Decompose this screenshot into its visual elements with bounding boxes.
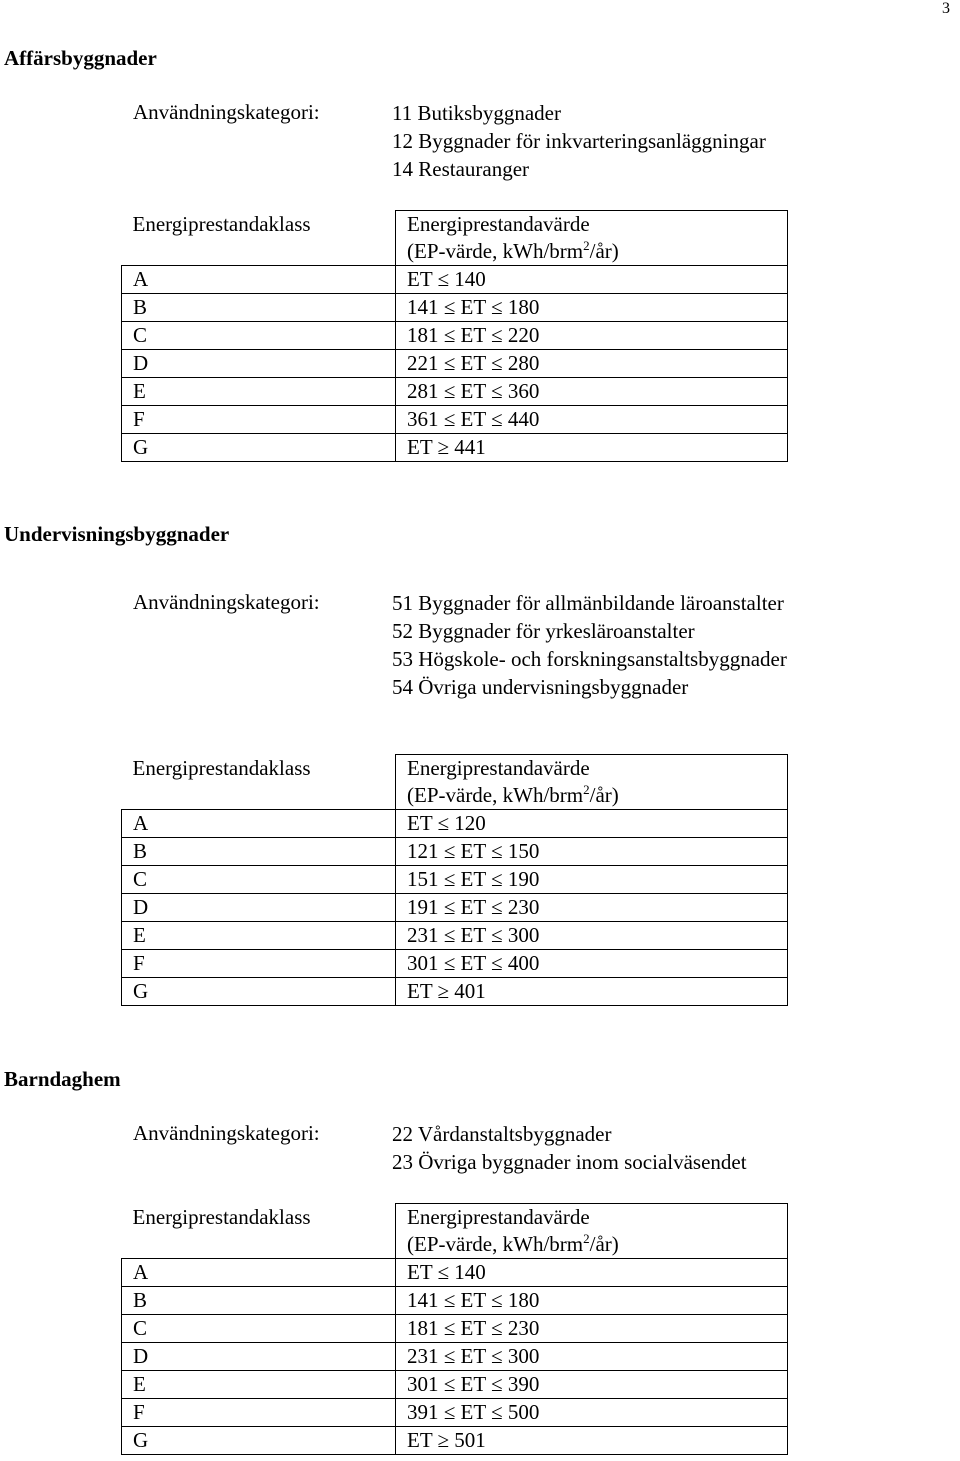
table-row (122, 434, 788, 462)
table-row (122, 978, 788, 1006)
value-cell: 301 ≤ ET ≤ 400 (396, 950, 788, 978)
table-row (122, 810, 788, 838)
value-cell: 141 ≤ ET ≤ 180 (396, 294, 788, 322)
class-cell: D (122, 350, 396, 378)
table-row (122, 350, 788, 378)
category-item: 53 Högskole- och forskningsanstaltsbyggnader (392, 647, 787, 671)
value-cell: ET ≥ 401 (396, 978, 788, 1006)
value-header-cell (396, 755, 788, 810)
table-row (122, 1371, 788, 1399)
value-cell: ET ≥ 501 (396, 1427, 788, 1455)
value-header-line2 (407, 1231, 787, 1258)
value-header-unit-suffix: /år) (589, 783, 619, 807)
value-cell: ET ≤ 120 (396, 810, 788, 838)
table-row (122, 1343, 788, 1371)
class-cell: A (122, 810, 396, 838)
table-row (122, 1315, 788, 1343)
class-cell: B (122, 294, 396, 322)
class-cell: E (122, 922, 396, 950)
table-row (122, 1287, 788, 1315)
energy-class-table (121, 210, 788, 462)
value-cell: 301 ≤ ET ≤ 390 (396, 1371, 788, 1399)
table-row (122, 922, 788, 950)
value-cell: 361 ≤ ET ≤ 440 (396, 406, 788, 434)
category-list (392, 1120, 747, 1176)
class-cell: G (122, 1427, 396, 1455)
category-item: 23 Övriga byggnader inom socialväsendet (392, 1150, 747, 1174)
class-header: Energiprestandaklass (132, 755, 311, 780)
category-item: 22 Vårdanstaltsbyggnader (392, 1122, 612, 1146)
category-list (392, 99, 766, 183)
class-cell: A (122, 266, 396, 294)
category-label: Användningskategori: (133, 1121, 320, 1145)
class-header: Energiprestandaklass (132, 1204, 311, 1229)
value-header-sup: 2 (583, 782, 590, 797)
class-cell: F (122, 1399, 396, 1427)
class-cell: F (122, 950, 396, 978)
table-header-row (122, 211, 788, 266)
value-cell: 181 ≤ ET ≤ 230 (396, 1315, 788, 1343)
value-header-unit: (EP-värde, kWh/brm (407, 783, 584, 807)
class-cell: E (122, 1371, 396, 1399)
table-row (122, 1259, 788, 1287)
value-cell: ET ≤ 140 (396, 266, 788, 294)
value-header-unit-suffix: /år) (589, 239, 619, 263)
energy-class-table (121, 754, 788, 1006)
value-cell: 181 ≤ ET ≤ 220 (396, 322, 788, 350)
category-label: Användningskategori: (133, 590, 320, 614)
table-row (122, 378, 788, 406)
class-cell: C (122, 322, 396, 350)
value-header-cell (396, 211, 788, 266)
class-cell: G (122, 978, 396, 1006)
section-title-undervisningsbyggnader: Undervisningsbyggnader (4, 522, 230, 546)
value-cell: 121 ≤ ET ≤ 150 (396, 838, 788, 866)
value-cell: 141 ≤ ET ≤ 180 (396, 1287, 788, 1315)
value-header-line1: Energiprestandavärde (407, 1205, 590, 1229)
value-header-unit: (EP-värde, kWh/brm (407, 239, 584, 263)
value-cell: ET ≥ 441 (396, 434, 788, 462)
page-number: 3 (942, 0, 950, 17)
table-row (122, 866, 788, 894)
table-row (122, 406, 788, 434)
category-item: 12 Byggnader för inkvarteringsanläggningar (392, 129, 766, 153)
value-cell: 231 ≤ ET ≤ 300 (396, 922, 788, 950)
value-cell: 221 ≤ ET ≤ 280 (396, 350, 788, 378)
category-item: 51 Byggnader för allmänbildande läroanstalter (392, 591, 784, 615)
value-header-cell (396, 1204, 788, 1259)
value-header-line1: Energiprestandavärde (407, 756, 590, 780)
value-cell: ET ≤ 140 (396, 1259, 788, 1287)
class-cell: A (122, 1259, 396, 1287)
class-cell: G (122, 434, 396, 462)
value-cell: 391 ≤ ET ≤ 500 (396, 1399, 788, 1427)
value-cell: 151 ≤ ET ≤ 190 (396, 866, 788, 894)
category-list (392, 589, 787, 701)
class-header-cell (122, 755, 396, 810)
table-row (122, 1427, 788, 1455)
class-header-cell (122, 1204, 396, 1259)
value-header-sup: 2 (583, 238, 590, 253)
category-item: 52 Byggnader för yrkesläroanstalter (392, 619, 695, 643)
category-label: Användningskategori: (133, 100, 320, 124)
class-cell: D (122, 894, 396, 922)
value-header-unit: (EP-värde, kWh/brm (407, 1232, 584, 1256)
category-item: 14 Restauranger (392, 157, 530, 181)
class-cell: C (122, 866, 396, 894)
value-header-line2 (407, 782, 787, 809)
class-cell: F (122, 406, 396, 434)
table-header-row (122, 1204, 788, 1259)
class-cell: C (122, 1315, 396, 1343)
value-cell: 281 ≤ ET ≤ 360 (396, 378, 788, 406)
class-cell: B (122, 838, 396, 866)
value-cell: 191 ≤ ET ≤ 230 (396, 894, 788, 922)
value-cell: 231 ≤ ET ≤ 300 (396, 1343, 788, 1371)
value-header-line2 (407, 238, 787, 265)
category-item: 54 Övriga undervisningsbyggnader (392, 675, 689, 699)
category-item: 11 Butiksbyggnader (392, 101, 561, 125)
table-row (122, 322, 788, 350)
class-cell: E (122, 378, 396, 406)
table-row (122, 294, 788, 322)
section-title-barndaghem: Barndaghem (4, 1067, 121, 1091)
class-header-cell (122, 211, 396, 266)
table-row (122, 894, 788, 922)
section-title-affarsbyggnader: Affärsbyggnader (4, 46, 157, 70)
energy-class-table (121, 1203, 788, 1455)
value-header-sup: 2 (583, 1231, 590, 1246)
table-row (122, 266, 788, 294)
table-row (122, 1399, 788, 1427)
class-header: Energiprestandaklass (132, 211, 311, 236)
value-header-line1: Energiprestandavärde (407, 212, 590, 236)
value-header-unit-suffix: /år) (589, 1232, 619, 1256)
table-row (122, 838, 788, 866)
class-cell: D (122, 1343, 396, 1371)
table-header-row (122, 755, 788, 810)
table-row (122, 950, 788, 978)
class-cell: B (122, 1287, 396, 1315)
